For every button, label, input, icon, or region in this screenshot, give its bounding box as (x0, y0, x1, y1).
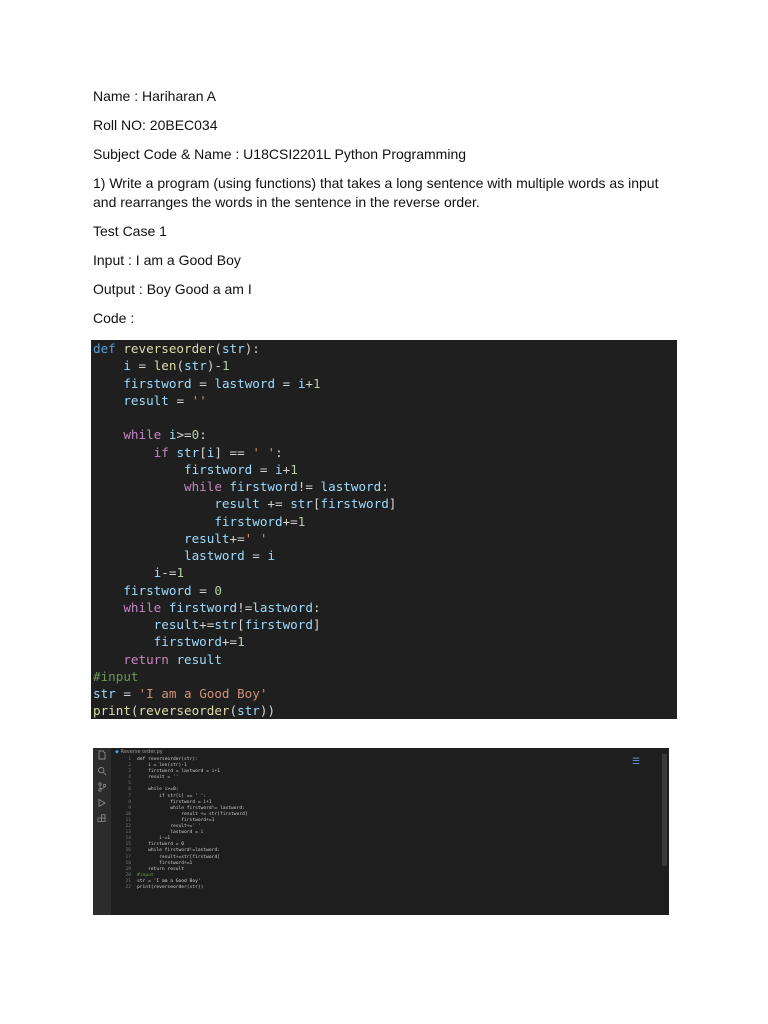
debug-icon[interactable] (97, 798, 107, 808)
code-line-9: while firstword!= lastword: (184, 479, 389, 494)
code-line-4: result = '' (123, 392, 207, 408)
code-line-12: result+=' ' (184, 530, 268, 546)
line-number: 7 (128, 793, 131, 799)
editor-screenshot (93, 748, 669, 915)
test-output: Output : Boy Good a am I (93, 281, 252, 297)
question-line-1: 1) Write a program (using functions) that takes a long sentence with multiple words as input (93, 175, 659, 191)
line-number: 19 (125, 866, 131, 872)
line-number: 15 (125, 842, 131, 848)
line-number: 11 (125, 817, 131, 823)
line-number: 13 (125, 830, 131, 836)
code-snippet (91, 340, 677, 719)
code-line-7: if str[i] == ' ': (153, 444, 283, 460)
code-line-22: print(reverseorder(str)) (93, 703, 276, 719)
line-number: 5 (128, 781, 131, 787)
editor-line-text: firstword = 0 (137, 842, 185, 848)
code-line-21: str = 'I am a Good Boy' (93, 686, 268, 701)
line-number: 21 (125, 878, 131, 884)
editor-line-text: return result (137, 866, 185, 872)
line-number: 10 (125, 811, 131, 817)
code-line-2: i = len(str)-1 (123, 358, 230, 374)
roll-number: Roll NO: 20BEC034 (93, 117, 218, 133)
code-line-18: firstword+=1 (153, 634, 245, 650)
editor-tab[interactable] (115, 748, 163, 756)
code-line-13: lastword = i (184, 548, 276, 563)
code-line-3: firstword = lastword = i+1 (123, 375, 321, 391)
line-number: 9 (128, 805, 131, 811)
editor-line-text: firstword+=1 (137, 817, 215, 823)
code-line-20: #input (93, 668, 139, 684)
editor-line-text: lastword = i (137, 830, 204, 836)
code-line-16: while firstword!=lastword: (123, 599, 321, 615)
line-number: 17 (125, 854, 131, 860)
editor-line-text: str = 'I am a Good Boy' (137, 878, 201, 884)
editor-line-text: result = '' (137, 775, 179, 781)
code-line-14: i-=1 (153, 565, 185, 581)
python-file-icon: ◆ (115, 749, 119, 755)
editor-line-text: while firstword!=lastword: (137, 848, 220, 854)
code-line-6: while i>=0: (123, 427, 207, 443)
code-line-10: result += str[firstword] (214, 496, 397, 512)
line-number: 1 (128, 757, 131, 762)
editor-line-text: i = len(str)-1 (137, 763, 187, 769)
search-icon[interactable] (97, 766, 107, 776)
code-line-8: firstword = i+1 (184, 461, 298, 477)
editor-scrollbar[interactable] (662, 754, 667, 866)
code-label: Code : (93, 310, 135, 326)
code-line-1: def reverseorder(str): (93, 341, 260, 356)
editor-line-text: firstword = lastword = i+1 (137, 769, 220, 775)
subject-code-name: Subject Code & Name : U18CSI2201L Python Programming (93, 146, 467, 162)
line-number: 12 (125, 824, 131, 830)
test-case-title: Test Case 1 (93, 223, 167, 239)
editor-line-text: print(reverseorder(str)) (137, 884, 204, 890)
editor-line-text: while i>=0: (137, 787, 179, 793)
line-number: 20 (125, 872, 131, 878)
editor-line-text: result+=' ' (137, 824, 201, 830)
editor-line-text: #input (137, 872, 154, 878)
editor-line-text: def reverseorder(str): (137, 757, 198, 762)
source-control-icon[interactable] (97, 782, 107, 792)
code-line-19: return result (123, 651, 222, 667)
editor-line-text: if str[i] == ' ': (137, 793, 207, 799)
editor-line-text: i-=1 (137, 836, 171, 842)
extensions-icon[interactable] (97, 814, 107, 824)
editor-line-text: firstword+=1 (137, 860, 193, 866)
editor-line (115, 885, 248, 891)
editor-line-text: while firstword!= lastword: (137, 805, 245, 811)
activity-bar (93, 748, 111, 915)
line-number: 6 (128, 787, 131, 793)
student-name: Name : Hariharan A (93, 88, 216, 104)
test-input: Input : I am a Good Boy (93, 252, 241, 268)
code-line-15: firstword = 0 (123, 582, 222, 598)
editor-line-text: firstword = i+1 (137, 799, 212, 805)
line-number: 8 (128, 799, 131, 805)
code-line-11: firstword+=1 (214, 513, 306, 529)
line-number: 3 (128, 769, 131, 775)
editor-code-area[interactable] (115, 757, 248, 891)
question-line-2: and rearranges the words in the sentence in the reverse order. (93, 194, 480, 210)
line-number: 14 (125, 836, 131, 842)
editor-line-text: result += str[firstword] (137, 811, 248, 817)
line-number: 4 (128, 775, 131, 781)
editor-line-text: result+=str[firstword] (137, 854, 220, 860)
files-icon[interactable] (97, 750, 107, 760)
line-number: 16 (125, 848, 131, 854)
line-number: 18 (125, 860, 131, 866)
minimap-icon[interactable]: ☰ (631, 756, 641, 766)
line-number: 2 (128, 763, 131, 769)
editor-tab-label: Reverse order.py (120, 749, 163, 755)
line-number: 22 (125, 884, 131, 890)
code-line-17: result+=str[firstword] (153, 617, 321, 632)
code-line-5 (93, 409, 677, 426)
